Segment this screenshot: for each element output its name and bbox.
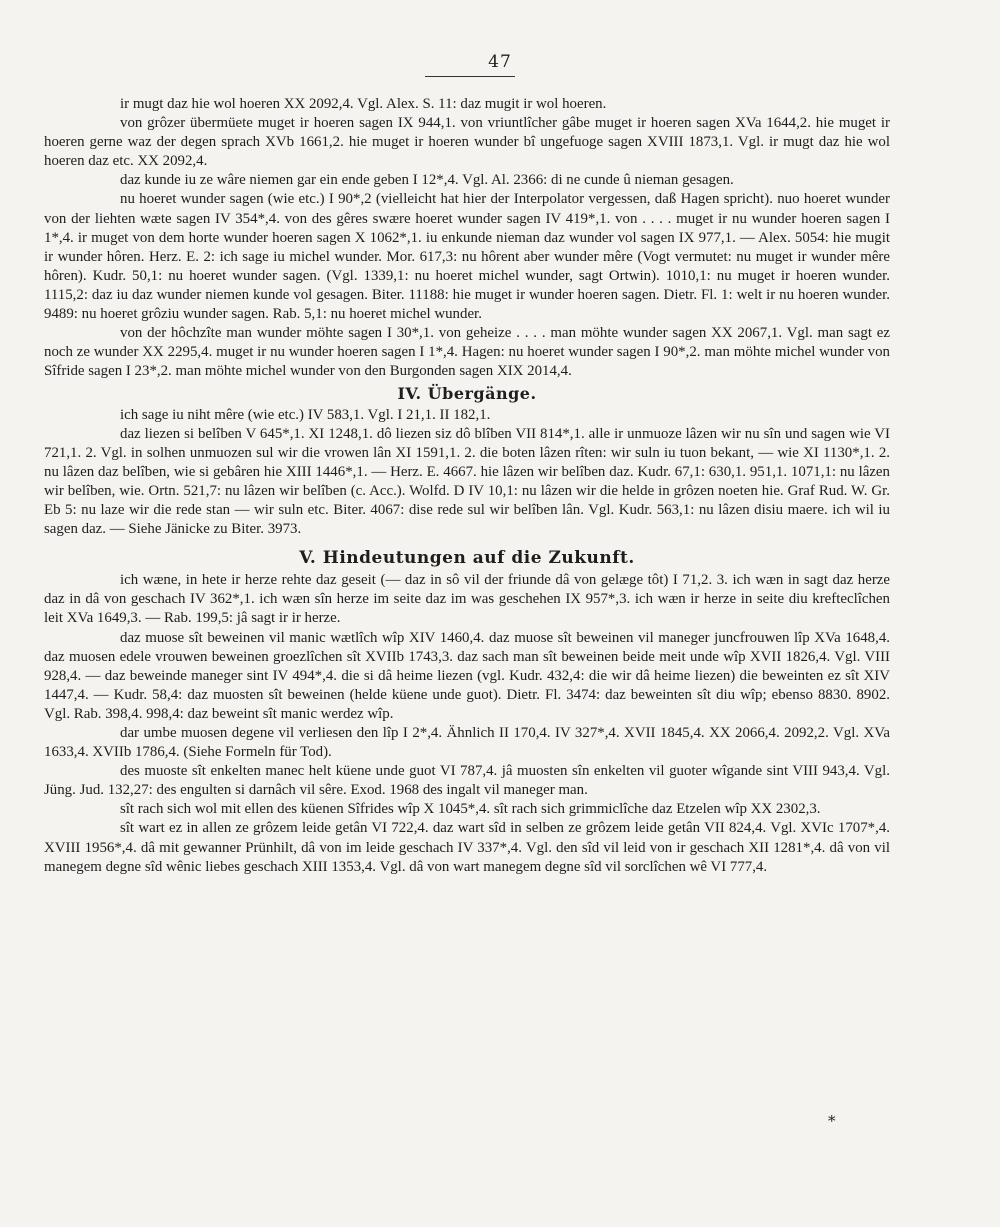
page-number: 47 [488, 52, 512, 72]
paragraph: ich sage iu niht mêre (wie etc.) IV 583,1. Vgl. I 21,1. II 182,1. [120, 406, 491, 423]
paragraph: dar umbe muosen degene vil verliesen den lîp I 2*,4. Ähnlich II 170,4. IV 327*,4. XVII 1845,4. XX 2066,4. 2092,2. Vgl. XVa 1633,4. XVIIb 1786,4. (Siehe Formeln für Tod). [44, 725, 890, 761]
body-text [44, 95, 890, 877]
paragraph: sît rach sich wol mit ellen des küenen Sîfrides wîp X 1045*,4. sît rach sich grimmiclîche daz Etzelen wîp XX 2302,3. [120, 801, 821, 818]
header-rule [425, 76, 515, 77]
paragraph: daz kunde iu ze wâre niemen gar ein ende geben I 12*,4. Vgl. Al. 2366: di ne cunde û nieman gesagen. [120, 172, 734, 189]
paragraph: ir mugt daz hie wol hoeren XX 2092,4. Vgl. Alex. S. 11: daz mugit ir wol hoeren. [120, 96, 607, 112]
paragraph: ich wæne, in hete ir herze rehte daz geseit (— daz in sô vil der friunde dâ von gelæge tôt) I 71,2. 3. ich wæn in sagt daz herze daz in dâ von geschach IV 362*,1. ich wæn sîn herze im seite daz im was geschehen IX 957*,3. ich wæn ir herze in seite diu krefteclîchen leit XVa 1649,3. — Rab. 199,5: jâ sagt ir ir herze. [44, 572, 890, 627]
end-mark: * [828, 1112, 836, 1130]
paragraph: des muoste sît enkelten manec helt küene unde guot VI 787,4. jâ muosten sîn enkelten vil guoter wîgande sint VIII 943,4. Vgl. Jüng. Jud. 132,27: des engulten si darnâch vil sêre. Exod. 1968 des ingalt vil maneger man. [44, 763, 890, 799]
paragraph: von grôzer übermüete muget ir hoeren sagen IX 944,1. von vriuntlîcher gâbe muget ir hoeren sagen XVa 1644,2. hie muget ir hoeren gerne waz der degen sprach XVb 1661,2. hie muget ir hoeren wunder bî ungefuoge sagen XVIII 1873,1. Vgl. ir mugt daz hie wol hoeren daz etc. XX 2092,4. [44, 115, 890, 170]
section-heading-iv: IV. Übergänge. [397, 384, 537, 404]
section-heading-v: V. Hindeutungen auf die Zukunft. [299, 548, 635, 569]
paragraph: von der hôchzîte man wunder möhte sagen I 30*,1. von geheize . . . . man möhte wunder sagen XX 2067,1. Vgl. man sagt ez noch ze wunder XX 2295,4. muget ir nu wunder hoeren sagen I 1*,4. Hagen: nu hoeret wunder sagen I 90*,2. man möhte michel wunder von Sîfride sagen I 23*,2. man möhte michel wunder von den Burgonden sagen XIX 2014,4. [44, 325, 890, 380]
paragraph: nu hoeret wunder sagen (wie etc.) I 90*,2 (vielleicht hat hier der Interpolator vergessen, daß Hagen spricht). nuo hoeret wunder von der liehten wæte sagen IV 354*,4. von des gêres swære hoeret wunder sagen IV 419*,1. von . . . . muget ir nu wunder hoeren sagen I 1*,4. ir muget von dem horte wunder hoeren sagen X 1062*,1. iu enkunde nieman daz wunder vol sagen IX 977,1. — Alex. 5054: hie mugit ir wunder hôren. Herz. E. 2: ich sage iu michel wunder. Mor. 617,3: nu hôrent aber wunder mêre (Vogt vermutet: nu muget ir wunder mêre hôren). Kudr. 50,1: nu hoeret wunder sagen. (Vgl. 1339,1: nu hoeret michel wunder, sagt Ortwin). 1010,1: nu muget ir hoeren wunder. 1115,2: daz iu daz wunder niemen kunde vol gesagen. Biter. 11188: hie muget ir wunder hoeren sagen. Dietr. Fl. 1: welt ir nu hoeren wunder. 9489: nu hoeret grôziu wunder sagen. Rab. 5,1: nu hoeret michel wunder. [44, 191, 890, 323]
paragraph: sît wart ez in allen ze grôzem leide getân VI 722,4. daz wart sîd in selben ze grôzem leide getân VII 824,4. Vgl. XVIc 1707*,4. XVIII 1956*,4. dâ mit gewanner Prünhilt, dâ von im leide geschach IV 337*,4. Vgl. den sîd vil leid von ir geschach XII 1281*,4. dâ von vil manegem degne sîd wênic liebes geschach XIII 1353,4. Vgl. dâ von wart manegem degne sîd vil sorclîchen wê VI 777,4. [44, 820, 890, 875]
paragraph: daz muose sît beweinen vil manic wætlîch wîp XIV 1460,4. daz muose sît beweinen vil maneger juncfrouwen lîp XVa 1648,4. daz muosen edele vrouwen beweinen groezlîchen sît XVIIb 1743,3. daz sach man sît beweinen beide meit unde wîp XVII 1826,4. Vgl. VIII 928,4. — daz beweinde maneger sint IV 494*,4. die si dâ heime liezen (vgl. Kudr. 432,4: die wir dâ heime liezen) die beweinten ez sît XIV 1447,4. — Kudr. 58,4: daz muosten sît beweinen (helde küene unde guot). Dietr. Fl. 3474: daz beweinten sît diu wîp; ebenso 8830. 8902. Vgl. Rab. 398,4. 998,4: daz beweint sît manic werdez wîp. [44, 629, 890, 722]
paragraph: daz liezen si belîben V 645*,1. XI 1248,1. dô liezen siz dô blîben VII 814*,1. alle ir unmuoze lâzen wir nu sîn und sagen wie VI 721,1. 2. Vgl. in solhen unmuozen sul wir die vrowen lân XI 1591,1. 2. die boten lâzen rîten: wir suln iu tuon bekant, — wie XI 1130*,1. 2. nu lâzen daz belîben, wie si gebâren hie XIII 1446*,1. — Herz. E. 4667. hie lâzen wir belîben daz. Kudr. 67,1: 630,1. 951,1. 1071,1: nu lâzen wir belîben, wie. Ortn. 521,7: nu lâzen wir belîben (c. Acc.). Wolfd. D IV 10,1: nu lâzen wir die helde in grôzen noeten hie. Graf Rud. W. Gr. Eb 5: nu laze wir die rede stan — wir suln etc. Biter. 4067: dise rede sul wir belîben lân. Vgl. Kudr. 563,1: nu lâzen disiu maere. ich wil iu sagen daz. — Siehe Jänicke zu Biter. 3973. [44, 425, 890, 538]
